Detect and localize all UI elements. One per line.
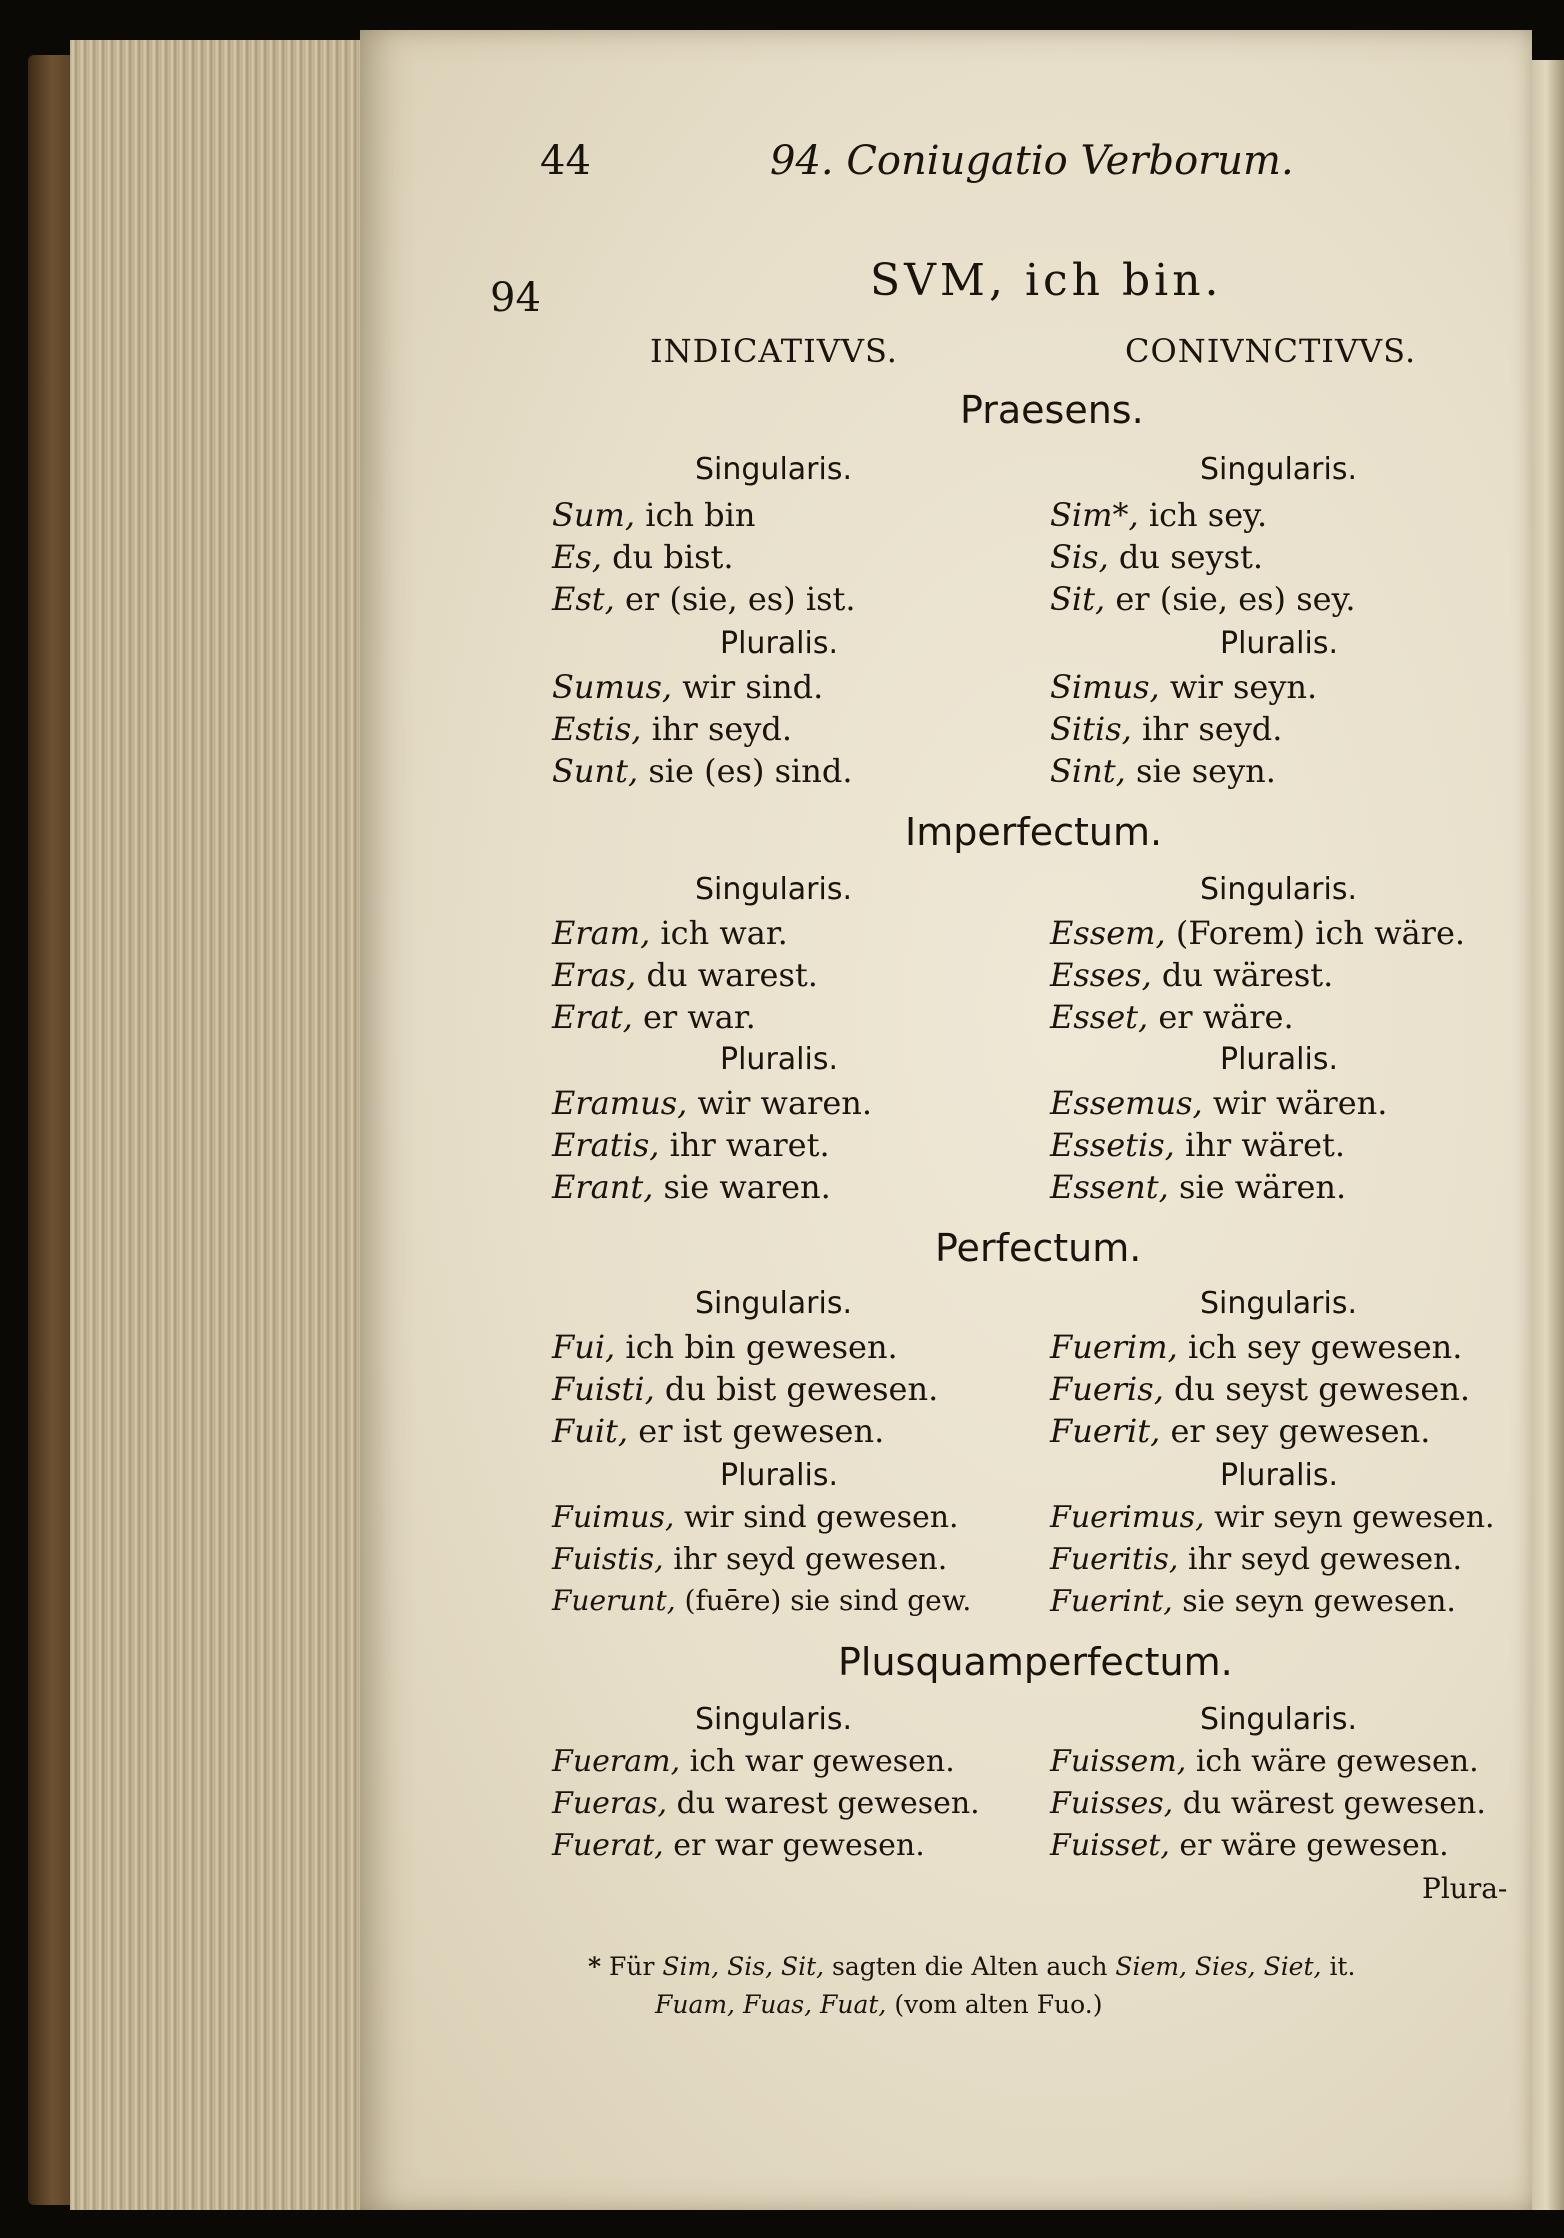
conjugation-line: Fuistis, ihr seyd gewesen. — [552, 1542, 948, 1577]
section-title: SVM, ich bin. — [870, 255, 1223, 306]
conjugation-line: Simus, wir seyn. — [1050, 668, 1318, 706]
conjugation-line: Fueris, du seyst gewesen. — [1050, 1370, 1471, 1408]
footnote-line: Fuam, Fuas, Fuat, (vom alten Fuo.) — [655, 1990, 1103, 2019]
tense-heading: Perfectum. — [935, 1226, 1142, 1270]
conjugation-line: Sunt, sie (es) sind. — [552, 752, 853, 790]
conjugation-line: Fuerit, er sey gewesen. — [1050, 1412, 1431, 1450]
conjugation-line: Essent, sie wären. — [1050, 1168, 1347, 1206]
indicative-label: INDICATIVVS. — [650, 332, 898, 370]
conjugation-line: Sis, du seyst. — [1050, 538, 1264, 576]
footnote-marker: * — [588, 1952, 602, 1981]
conjugation-line: Fuerunt, (fuēre) sie sind gew. — [552, 1584, 972, 1617]
singular-header: Singularis. — [1200, 452, 1358, 487]
conjugation-line: Essem, (Forem) ich wäre. — [1050, 914, 1466, 952]
plural-header: Pluralis. — [720, 1042, 838, 1077]
conjugation-line: Essetis, ihr wäret. — [1050, 1126, 1346, 1164]
conjugation-line: Eras, du warest. — [552, 956, 818, 994]
plural-header: Pluralis. — [1220, 626, 1338, 661]
conjugation-line: Eramus, wir waren. — [552, 1084, 873, 1122]
conjugation-line: Sumus, wir sind. — [552, 668, 824, 706]
conjugation-line: Fuissem, ich wäre gewesen. — [1050, 1744, 1479, 1779]
page-number: 44 — [540, 138, 591, 184]
tense-heading: Imperfectum. — [905, 810, 1163, 854]
conjugation-line: Fuisti, du bist gewesen. — [552, 1370, 939, 1408]
conjunctive-label: CONIVNCTIVVS. — [1125, 332, 1417, 370]
conjugation-line: Eram, ich war. — [552, 914, 788, 952]
conjugation-line: Fuit, er ist gewesen. — [552, 1412, 885, 1450]
conjugation-line: Erant, sie waren. — [552, 1168, 831, 1206]
singular-header: Singularis. — [1200, 1286, 1358, 1321]
conjugation-line: Fuerint, sie seyn gewesen. — [1050, 1584, 1456, 1619]
conjugation-line: Erat, er war. — [552, 998, 756, 1036]
conjugation-line: Sit, er (sie, es) sey. — [1050, 580, 1356, 618]
singular-header: Singularis. — [695, 1702, 853, 1737]
conjugation-line: Fueras, du warest gewesen. — [552, 1786, 980, 1821]
page-stack-edge — [70, 40, 370, 2210]
conjugation-line: Fuisses, du wärest gewesen. — [1050, 1786, 1486, 1821]
singular-header: Singularis. — [695, 452, 853, 487]
singular-header: Singularis. — [695, 1286, 853, 1321]
tense-heading: Praesens. — [960, 388, 1144, 432]
running-head-title: 94. Coniugatio Verborum. — [770, 138, 1294, 184]
conjugation-line: Estis, ihr seyd. — [552, 710, 793, 748]
catchword: Plura- — [1422, 1872, 1508, 1905]
conjugation-line: Esses, du wärest. — [1050, 956, 1334, 994]
conjugation-line: Est, er (sie, es) ist. — [552, 580, 856, 618]
book-page — [360, 30, 1532, 2210]
conjugation-line: Sum, ich bin — [552, 496, 756, 534]
plural-header: Pluralis. — [1220, 1458, 1338, 1493]
plural-header: Pluralis. — [720, 1458, 838, 1493]
conjugation-line: Sint, sie seyn. — [1050, 752, 1276, 790]
tense-heading: Plusquamperfectum. — [838, 1640, 1233, 1684]
footnote-line: * Für Sim, Sis, Sit, sagten die Alten auch Siem, Sies, Siet, it. — [588, 1952, 1356, 1981]
conjugation-line: Fueritis, ihr seyd gewesen. — [1050, 1542, 1462, 1577]
conjugation-line: Es, du bist. — [552, 538, 734, 576]
conjugation-line: Sim*, ich sey. — [1050, 496, 1268, 534]
conjugation-line: Fui, ich bin gewesen. — [552, 1328, 898, 1366]
conjugation-line: Sitis, ihr seyd. — [1050, 710, 1283, 748]
conjugation-line: Eratis, ihr waret. — [552, 1126, 830, 1164]
conjugation-line: Fuerat, er war gewesen. — [552, 1828, 925, 1863]
plural-header: Pluralis. — [1220, 1042, 1338, 1077]
conjugation-line: Essemus, wir wären. — [1050, 1084, 1388, 1122]
singular-header: Singularis. — [1200, 872, 1358, 907]
singular-header: Singularis. — [1200, 1702, 1358, 1737]
conjugation-line: Fuerim, ich sey gewesen. — [1050, 1328, 1463, 1366]
conjugation-line: Fuerimus, wir seyn gewesen. — [1050, 1500, 1495, 1535]
plural-header: Pluralis. — [720, 626, 838, 661]
conjugation-line: Fuimus, wir sind gewesen. — [552, 1500, 959, 1535]
conjugation-line: Esset, er wäre. — [1050, 998, 1294, 1036]
singular-header: Singularis. — [695, 872, 853, 907]
next-page-edge — [1528, 60, 1564, 2210]
conjugation-line: Fuisset, er wäre gewesen. — [1050, 1828, 1449, 1863]
conjugation-line: Fueram, ich war gewesen. — [552, 1744, 955, 1779]
section-number: 94 — [490, 275, 541, 321]
